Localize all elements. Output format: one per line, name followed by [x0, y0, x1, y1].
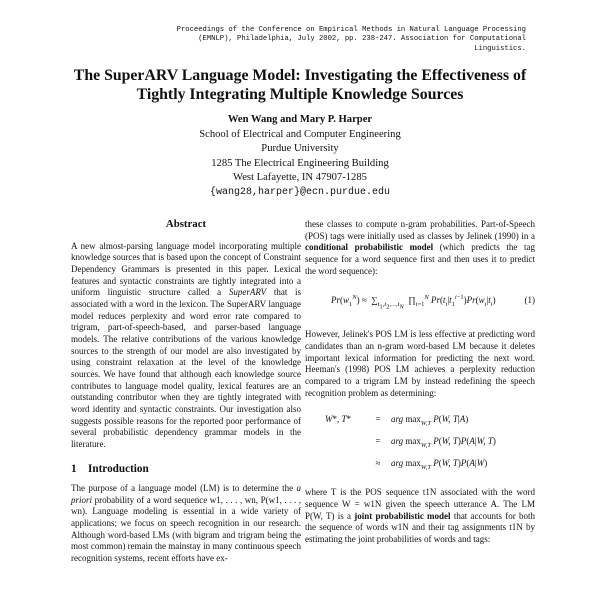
paragraph-text: these classes to compute n-gram probabilities. Part-of-Speech (POS) tags were initially used as classes by Jelinek (1990) in a conditional probabilistic model (which predicts the tag sequence for a word sequence first and then uses it to predict the word sequence):	[305, 219, 535, 276]
right-column	[305, 219, 535, 546]
equation-1	[305, 289, 535, 319]
author-block	[100, 113, 500, 201]
affiliation-line: School of Electrical and Computer Engineering	[199, 128, 401, 140]
introduction-text: The purpose of a language model (LM) is to determine the a priori probability of a word sequence w1, . . . , wn, P(w1, . . . , wn). Language modeling is essential in a wide variety of applications; we focus on speech recognition in our research. Although word-based LMs (with bigram and trigram being the most common) remain the mainstay in many continuous speech recognition systems, recent efforts have ex-	[71, 483, 302, 564]
left-column	[71, 219, 301, 565]
equation-expression: $Pr(w_1^N) \approx \sum_{t_1,t_2,...,t_N}$ $\prod_{i=1}^N$ $Pr(t_i|t_1^{i-1})Pr(w_i|t_i)$	[331, 294, 496, 311]
equation-2: W*, T* = arg $\max_{W,T} P(W$, T|A) = arg $\max_{W,T} P(W$, T)P(A|W, T) ≈ arg $\max_{W,T} P(W$, T)P(A|W)	[325, 414, 496, 472]
equation-number: (1)	[524, 295, 535, 306]
section-heading-introduction: 1 Introduction	[71, 463, 149, 476]
affiliation-line: Purdue University	[261, 143, 339, 155]
abstract-heading: Abstract	[165, 218, 207, 230]
abstract-text: A new almost-parsing language model incorporating multiple knowledge sources that is based upon the concept of Constraint Dependency Grammars is presented in this paper. Lexical features and syntactic constraints are tightly integrated into a uniform linguistic structure called a SuperARV that is associated with a word in the lexicon. The SuperARV language model reduces perplexity and word error rate compared to trigram, part-of-speech-based, and parser-based language models. The relative contributions of the various knowledge sources to the strength of our model are also investigated by using constraint relaxation at the level of the knowledge sources. We have found that although each knowledge source contributes to language model quality, lexical features are an outstanding contributor when they are tightly integrated with word identity and syntactic constraints. Our investigation also suggests possible reasons for the reported poor performance of several probabilistic dependency grammar models in the literature.	[71, 240, 301, 449]
paragraph-text: where T is the POS sequence t1N associated with the word sequence W = w1N given the speech utterance A. The LM P(W, T) is a joint probabilistic model that accounts for both the sequence of words w1N and their tag assignments t1N by estimating the joint probabilities of words and tags:	[305, 487, 536, 544]
affiliation-line: West Lafayette, IN 47907-1285	[233, 172, 367, 184]
author-email: {wang28,harper}@ecn.purdue.edu	[209, 186, 391, 198]
proceedings-header: Proceedings of the Conference on Empirical Methods in Natural Language Processing (EMNLP), Philadelphia, July 2002, pp. 238-247. Association for Computational Linguistics.	[176, 26, 526, 53]
paper-title: The SuperARV Language Model: Investigating the Effectiveness of Tightly Integrating Multiple Knowledge Sources	[73, 67, 527, 103]
author-names: Wen Wang and Mary P. Harper	[227, 114, 373, 125]
affiliation-line: 1285 The Electrical Engineering Building	[211, 157, 389, 169]
paragraph-text: However, Jelinek's POS LM is less effective at predicting word candidates than an n-gram word-based LM because it deletes important lexical information for predicting the next word. Heeman's (1998) POS LM achieves a perplexity reduction compared to a trigram LM by instead redefining the speech recognition problem as determining:	[305, 329, 535, 398]
